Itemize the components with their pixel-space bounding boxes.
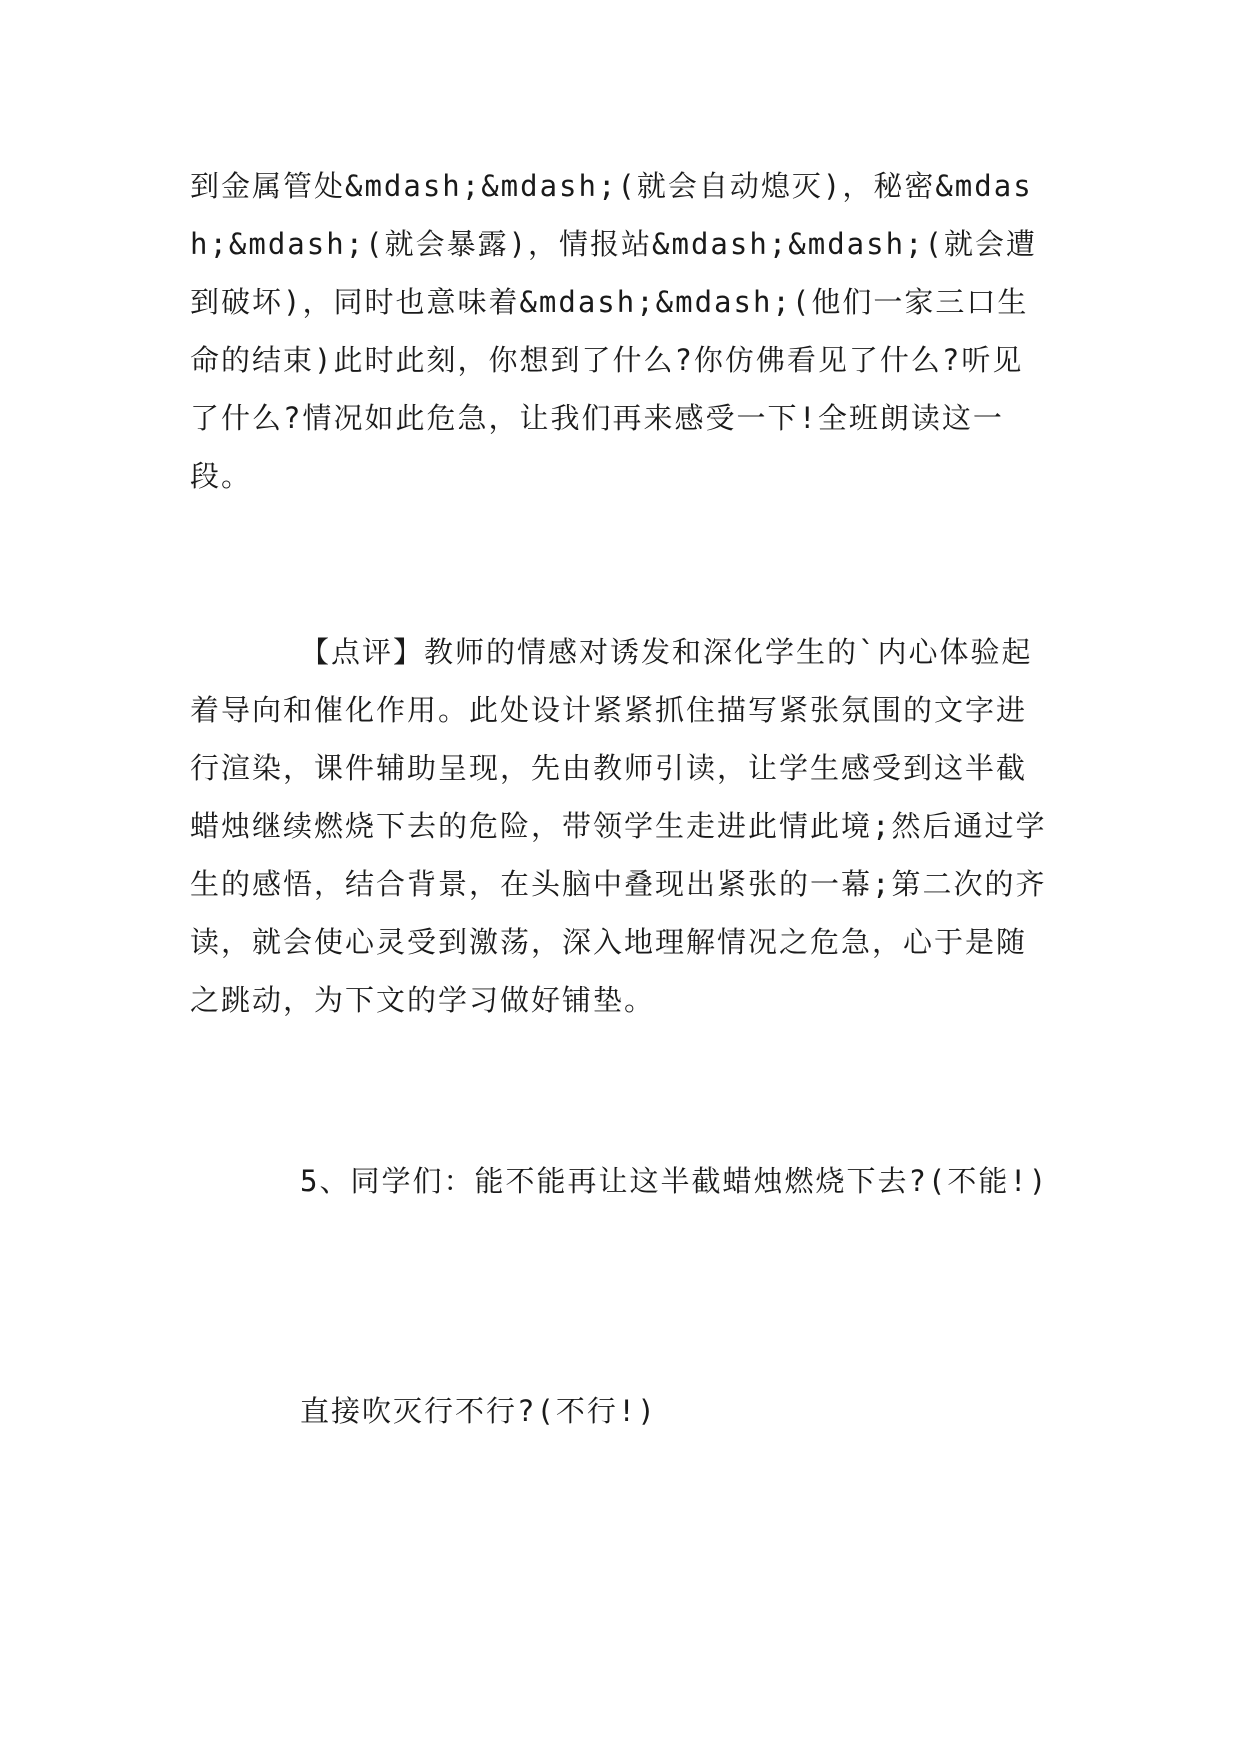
paragraph-4-question: 直接吹灭行不行?(不行!) (300, 1394, 657, 1428)
paragraph-2-commentary: 【点评】教师的情感对诱发和深化学生的`内心体验起着导向和催化作用。此处设计紧紧抓住描写紧张氛围的文字进行渲染，课件辅助呈现，先由教师引读，让学生感受到这半截蜡烛继续燃烧下去的危险，带领学生走进此情此境;然后通过学生的感悟，结合背景，在头脑中叠现出紧张的一幕;第二次的齐读，就会使心灵受到激荡，深入地理解情况之危急，心于是随之跳动，为下文的学习做好铺垫。 (190, 635, 1047, 1017)
paragraph-1: 到金属管处&mdash;&mdash;(就会自动熄灭)，秘密&mdash;&mdash;(就会暴露)，情报站&mdash;&mdash;(就会遭到破坏)，同时也意味着&mdash;&mdash;(他们一家三口生命的结束)此时此刻，你想到了什么?你仿佛看见了什么?听见了什么?情况如此危急，让我们再来感受一下!全班朗读这一段。 (190, 169, 1037, 493)
paragraph-3-question: 5、同学们：能不能再让这半截蜡烛燃烧下去?(不能!) (300, 1164, 1049, 1198)
